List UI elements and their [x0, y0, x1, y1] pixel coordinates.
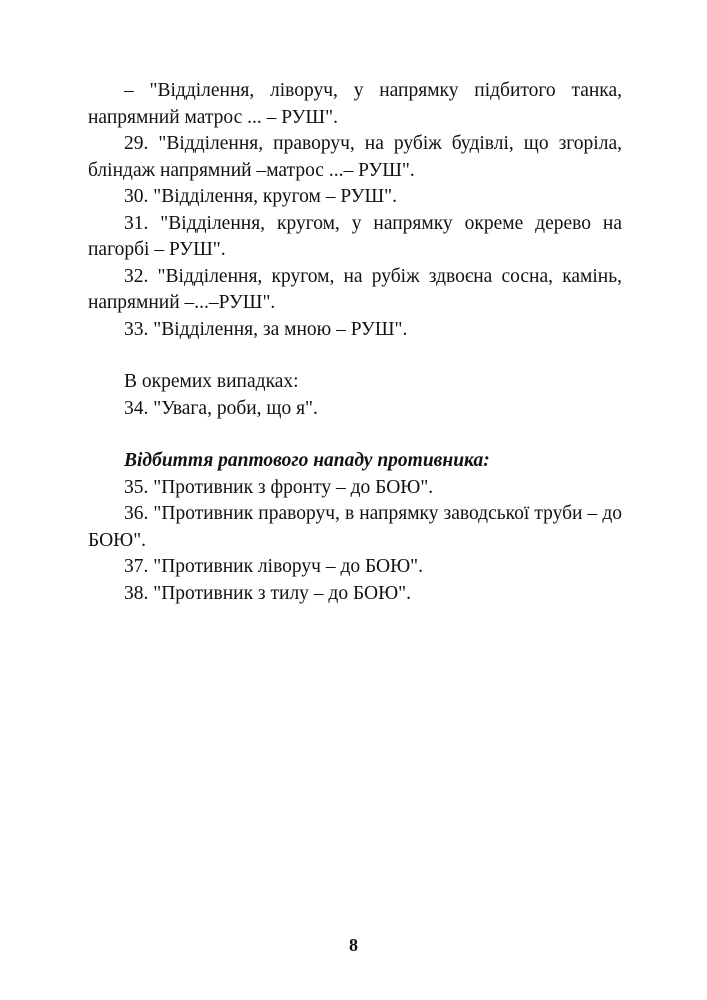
paragraph-item-31: 31. "Відділення, кругом, у напрямку окреме дерево на пагорбі – РУШ".: [88, 212, 622, 260]
paragraph-item-34: 34. "Увага, роби, що я".: [124, 397, 318, 419]
page-body: [88, 78, 622, 607]
paragraph-special-cases: В окремих випадках:: [124, 371, 299, 392]
paragraph-item-38: 38. "Противник з тилу – до БОЮ".: [124, 582, 412, 604]
page-number: 8: [349, 935, 358, 955]
paragraph-item-36: 36. "Противник праворуч, в напрямку заводської труби – до БОЮ".: [88, 503, 622, 551]
paragraph-item-30: 30. "Відділення, кругом – РУШ".: [124, 186, 397, 207]
paragraph-item-33: 33. "Відділення, за мною – РУШ".: [124, 318, 408, 340]
paragraph-command-left: – "Відділення, ліворуч, у напрямку підбитого танка, напрямний матрос ... – РУШ".: [88, 80, 622, 128]
paragraph-item-29: 29. "Відділення, праворуч, на рубіж будівлі, що згоріла, бліндаж напрямний –матрос ...– РУШ".: [88, 133, 622, 181]
paragraph-item-35: 35. "Противник з фронту – до БОЮ".: [124, 476, 434, 498]
paragraph-item-32: 32. "Відділення, кругом, на рубіж здвоєна сосна, камінь, напрямний –...–РУШ".: [88, 265, 622, 313]
section-heading: Відбиття раптового нападу противника:: [124, 450, 490, 471]
spacer: [88, 343, 622, 369]
paragraph-item-37: 37. "Противник ліворуч – до БОЮ".: [124, 556, 424, 577]
spacer: [88, 422, 622, 448]
